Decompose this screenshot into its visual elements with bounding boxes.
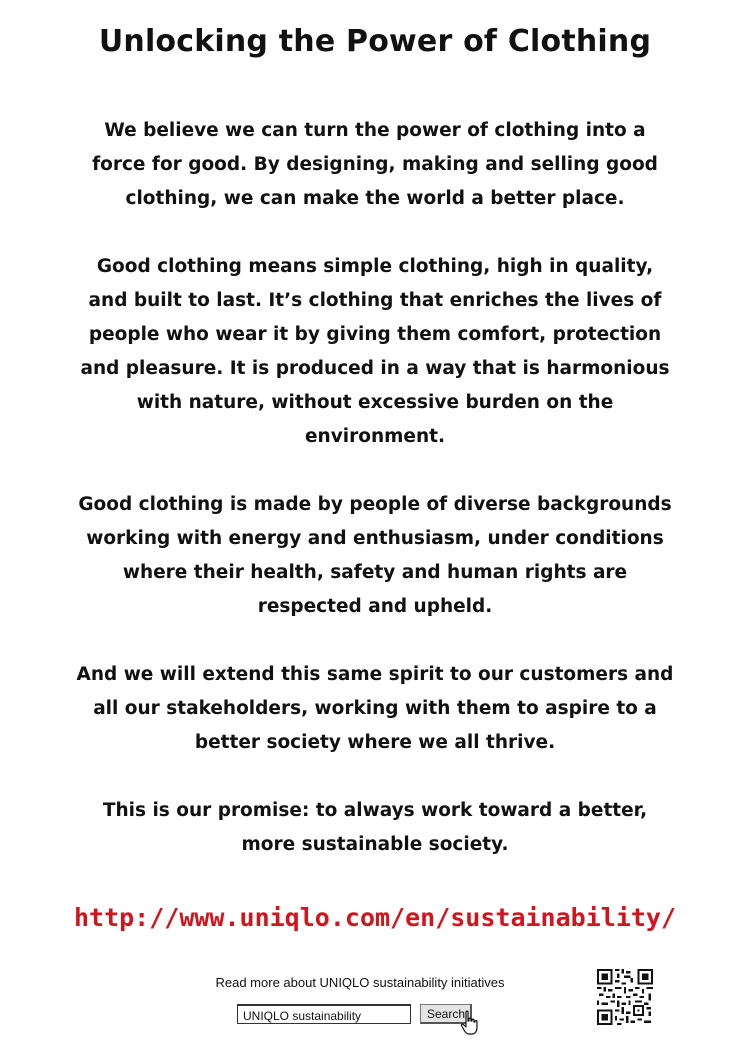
read-more-caption: Read more about UNIQLO sustainability initiatives <box>215 975 505 990</box>
paragraph-3: Good clothing is made by people of diverse backgrounds working with energy and enthusiasm, under conditions where their health, safety and human rights are respected and upheld. <box>78 494 672 617</box>
page-title: Unlocking the Power of Clothing <box>98 24 652 59</box>
search-input[interactable] <box>237 1004 411 1024</box>
paragraph-4: And we will extend this same spirit to our customers and all our stakeholders, working with them to aspire to a better society where we all thrive. <box>76 664 674 753</box>
mission-statement <box>75 114 675 896</box>
sustainability-url-link[interactable]: http://www.uniqlo.com/en/sustainability/ <box>73 903 677 932</box>
search-button[interactable]: Search <box>420 1004 472 1024</box>
paragraph-1: We believe we can turn the power of clothing into a force for good. By designing, making and selling good clothing, we can make the world a better place. <box>92 120 658 209</box>
paragraph-5: This is our promise: to always work toward a better, more sustainable society. <box>102 800 648 855</box>
paragraph-2: Good clothing means simple clothing, high in quality, and built to last. It’s clothing that enriches the lives of people who wear it by giving them comfort, protection and pleasure. It is produced in a way that is harmonious with nature, without excessive burden on the environment. <box>80 256 670 447</box>
qr-code-icon <box>597 969 653 1025</box>
hand-pointer-icon <box>460 1010 482 1036</box>
